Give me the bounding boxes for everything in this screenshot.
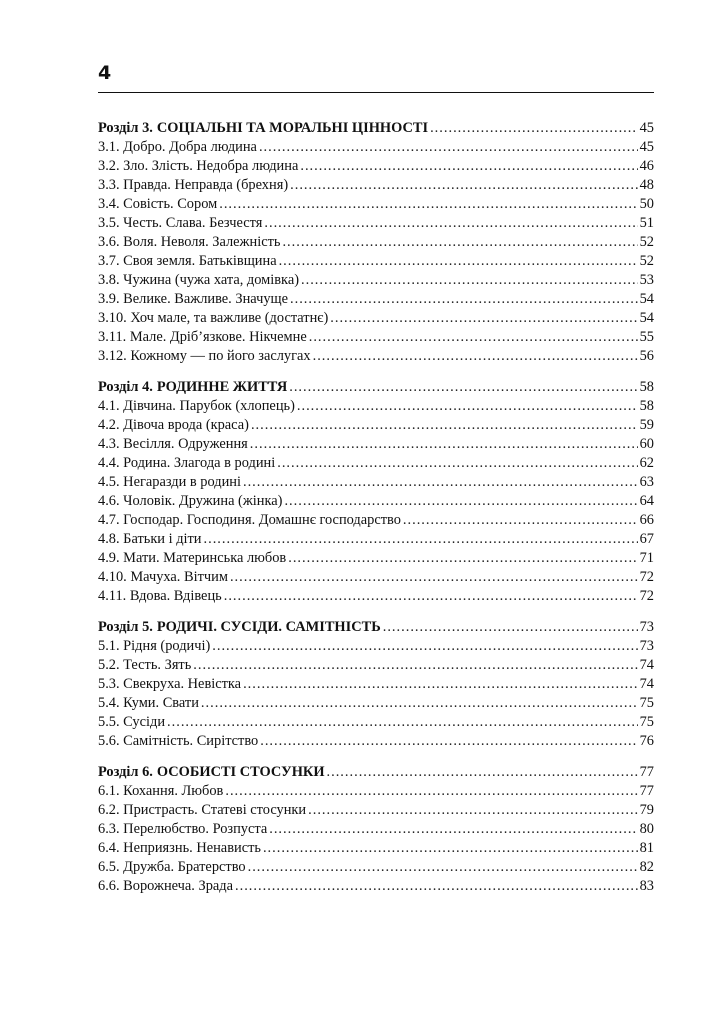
toc-entry [98, 195, 654, 214]
toc-page-number: 58 [639, 398, 654, 414]
toc-entry-label: 6.4. Неприязнь. Ненависть [98, 840, 261, 856]
toc-entry [98, 713, 654, 732]
dot-leader [277, 454, 637, 473]
toc-entry-label: 5.2. Тесть. Зять [98, 657, 192, 673]
toc-entry-label: 3.2. Зло. Злість. Недобра людина [98, 158, 299, 174]
toc-entry [98, 511, 654, 530]
toc-entry [98, 233, 654, 252]
toc-entry [98, 656, 654, 675]
dot-leader [269, 820, 637, 839]
toc-entry [98, 820, 654, 839]
dot-leader [263, 839, 638, 858]
toc-entry-label: 4.8. Батьки і діти [98, 531, 202, 547]
toc-page-number: 66 [639, 512, 654, 528]
dot-leader [290, 290, 638, 309]
toc-page-number: 77 [639, 764, 654, 780]
toc-page-number: 52 [639, 253, 654, 269]
toc-entry [98, 435, 654, 454]
toc-entry-label: 6.6. Ворожнеча. Зрада [98, 878, 234, 894]
toc-entry [98, 328, 654, 347]
toc-page-number: 80 [639, 821, 654, 837]
toc-page-number: 72 [639, 588, 654, 604]
toc-section-heading [98, 119, 654, 138]
toc-page-number: 73 [639, 619, 654, 635]
toc-entry-label: 4.10. Мачуха. Вітчим [98, 569, 228, 585]
toc-entry-label: 3.3. Правда. Неправда (брехня) [98, 177, 289, 193]
toc-page-number: 67 [639, 531, 654, 547]
toc-section-heading [98, 763, 654, 782]
toc-page-number: 54 [639, 291, 654, 307]
toc-entry-label: 5.6. Самітність. Сирітство [98, 733, 259, 749]
toc-entry [98, 347, 654, 366]
toc-section-heading [98, 378, 654, 397]
dot-leader [250, 435, 638, 454]
toc-entry-label: 3.9. Велике. Важливе. Значуще [98, 291, 288, 307]
toc-entry [98, 549, 654, 568]
dot-leader [403, 511, 638, 530]
dot-leader [288, 549, 637, 568]
dot-leader [284, 492, 637, 511]
toc-entry-label: 6.2. Пристрасть. Статеві стосунки [98, 802, 307, 818]
dot-leader [201, 694, 638, 713]
toc-entry [98, 454, 654, 473]
toc-entry [98, 397, 654, 416]
toc-page-number: 81 [639, 840, 654, 856]
toc-entry [98, 694, 654, 713]
toc-page-number: 53 [639, 272, 654, 288]
dot-leader [301, 271, 638, 290]
dot-leader [430, 119, 638, 138]
toc-entry [98, 290, 654, 309]
toc-section-name: РОДИННЕ ЖИТТЯ [156, 379, 288, 395]
toc-page-number: 59 [639, 417, 654, 433]
toc-entry-label: 4.11. Вдова. Вдівець [98, 588, 222, 604]
toc-entry [98, 416, 654, 435]
dot-leader [260, 732, 637, 751]
toc-entry [98, 839, 654, 858]
dot-leader [327, 763, 638, 782]
dot-leader [383, 618, 638, 637]
toc-entry-label: 3.4. Совість. Сором [98, 196, 218, 212]
toc-page-number: 82 [639, 859, 654, 875]
toc-section-title [98, 378, 287, 397]
dot-leader [204, 530, 638, 549]
toc-entry-label: 6.5. Дружба. Братерство [98, 859, 246, 875]
header-rule [98, 92, 654, 93]
toc-section [98, 119, 654, 366]
toc-entry [98, 492, 654, 511]
toc-section-title [98, 119, 428, 138]
toc-entry-label: 3.10. Хоч мале, та важливе (достатнє) [98, 310, 329, 326]
toc-entry [98, 157, 654, 176]
toc-section-name: РОДИЧІ. СУСІДИ. САМІТНІСТЬ [156, 619, 381, 635]
toc-entry-label: 4.4. Родина. Злагода в родині [98, 455, 276, 471]
dot-leader [290, 176, 637, 195]
dot-leader [259, 138, 638, 157]
toc-entry [98, 587, 654, 606]
toc-entry-label: 3.8. Чужина (чужа хата, домівка) [98, 272, 299, 288]
toc-entry [98, 271, 654, 290]
toc-page-number: 46 [639, 158, 654, 174]
toc-entry [98, 732, 654, 751]
toc-section [98, 618, 654, 751]
toc-page-number: 48 [639, 177, 654, 193]
dot-leader [230, 568, 638, 587]
toc-entry [98, 309, 654, 328]
toc-entry [98, 675, 654, 694]
toc-entry-label: 5.5. Сусіди [98, 714, 166, 730]
toc-entry [98, 568, 654, 587]
toc-entry-label: 4.1. Дівчина. Парубок (хлопець) [98, 398, 295, 414]
toc-page-number: 51 [639, 215, 654, 231]
dot-leader [300, 157, 637, 176]
toc-page-number: 52 [639, 234, 654, 250]
toc-page-number: 79 [639, 802, 654, 818]
toc-entry-label: 5.1. Рідня (родичі) [98, 638, 211, 654]
toc-entry-label: 4.5. Негаразди в родині [98, 474, 241, 490]
toc-entry-label: 3.1. Добро. Добра людина [98, 139, 257, 155]
toc-entry-label: 6.3. Перелюбство. Розпуста [98, 821, 268, 837]
toc-entry-label: 3.11. Мале. Дріб’язкове. Нікчемне [98, 329, 307, 345]
toc-page-number: 63 [639, 474, 654, 490]
table-of-contents [98, 119, 654, 908]
toc-entry [98, 858, 654, 877]
dot-leader [282, 233, 637, 252]
toc-entry-label: 3.6. Воля. Неволя. Залежність [98, 234, 281, 250]
toc-page-number: 83 [639, 878, 654, 894]
dot-leader [193, 656, 637, 675]
toc-entry-label: 4.7. Господар. Господиня. Домашнє господарство [98, 512, 401, 528]
dot-leader [330, 309, 637, 328]
toc-entry-label: 4.6. Чоловік. Дружина (жінка) [98, 493, 283, 509]
toc-page-number: 54 [639, 310, 654, 326]
toc-page-number: 73 [639, 638, 654, 654]
toc-entry [98, 637, 654, 656]
toc-page-number: 55 [639, 329, 654, 345]
toc-page-number: 45 [639, 139, 654, 155]
toc-page-number: 58 [639, 379, 654, 395]
toc-entry-label: 3.5. Честь. Слава. Безчестя [98, 215, 263, 231]
toc-section-prefix: Розділ 4. [98, 379, 153, 395]
toc-entry [98, 530, 654, 549]
toc-entry [98, 801, 654, 820]
toc-entry [98, 252, 654, 271]
dot-leader [309, 328, 638, 347]
toc-entry [98, 138, 654, 157]
toc-page-number: 75 [639, 695, 654, 711]
toc-page-number: 75 [639, 714, 654, 730]
toc-page-number: 45 [639, 120, 654, 136]
toc-entry [98, 782, 654, 801]
dot-leader [308, 801, 637, 820]
toc-entry [98, 877, 654, 896]
dot-leader [219, 195, 637, 214]
toc-section [98, 378, 654, 606]
toc-page-number: 72 [639, 569, 654, 585]
toc-page-number: 62 [639, 455, 654, 471]
dot-leader [289, 378, 637, 397]
page-number: 4 [98, 62, 112, 84]
toc-page-number: 71 [639, 550, 654, 566]
toc-entry [98, 473, 654, 492]
toc-section-prefix: Розділ 6. [98, 764, 153, 780]
dot-leader [264, 214, 637, 233]
toc-entry-label: 4.9. Мати. Материнська любов [98, 550, 287, 566]
toc-page-number: 76 [639, 733, 654, 749]
dot-leader [243, 675, 638, 694]
toc-section-name: ОСОБИСТІ СТОСУНКИ [156, 764, 325, 780]
toc-section-heading [98, 618, 654, 637]
toc-entry-label: 3.12. Кожному — по його заслугах [98, 348, 311, 364]
toc-section-title [98, 763, 325, 782]
toc-section-prefix: Розділ 3. [98, 120, 153, 136]
toc-section [98, 763, 654, 896]
toc-page-number: 74 [639, 676, 654, 692]
toc-entry-label: 5.3. Свекруха. Невістка [98, 676, 242, 692]
toc-page-number: 64 [639, 493, 654, 509]
toc-entry-label: 3.7. Своя земля. Батьківщина [98, 253, 277, 269]
toc-page-number: 50 [639, 196, 654, 212]
dot-leader [243, 473, 638, 492]
toc-entry-label: 6.1. Кохання. Любов [98, 783, 224, 799]
toc-entry-label: 5.4. Куми. Свати [98, 695, 199, 711]
toc-entry [98, 176, 654, 195]
dot-leader [248, 858, 638, 877]
toc-entry-label: 4.3. Весілля. Одруження [98, 436, 248, 452]
dot-leader [297, 397, 638, 416]
toc-section-name: СОЦІАЛЬНІ ТА МОРАЛЬНІ ЦІННОСТІ [156, 120, 429, 136]
dot-leader [279, 252, 638, 271]
dot-leader [224, 587, 638, 606]
dot-leader [212, 637, 637, 656]
toc-page-number: 77 [639, 783, 654, 799]
toc-section-prefix: Розділ 5. [98, 619, 153, 635]
dot-leader [235, 877, 638, 896]
dot-leader [167, 713, 638, 732]
toc-section-title [98, 618, 381, 637]
dot-leader [313, 347, 638, 366]
toc-entry-label: 4.2. Дівоча врода (краса) [98, 417, 249, 433]
toc-entry [98, 214, 654, 233]
dot-leader [225, 782, 637, 801]
dot-leader [251, 416, 638, 435]
toc-page-number: 74 [639, 657, 654, 673]
toc-page-number: 56 [639, 348, 654, 364]
toc-page-number: 60 [639, 436, 654, 452]
